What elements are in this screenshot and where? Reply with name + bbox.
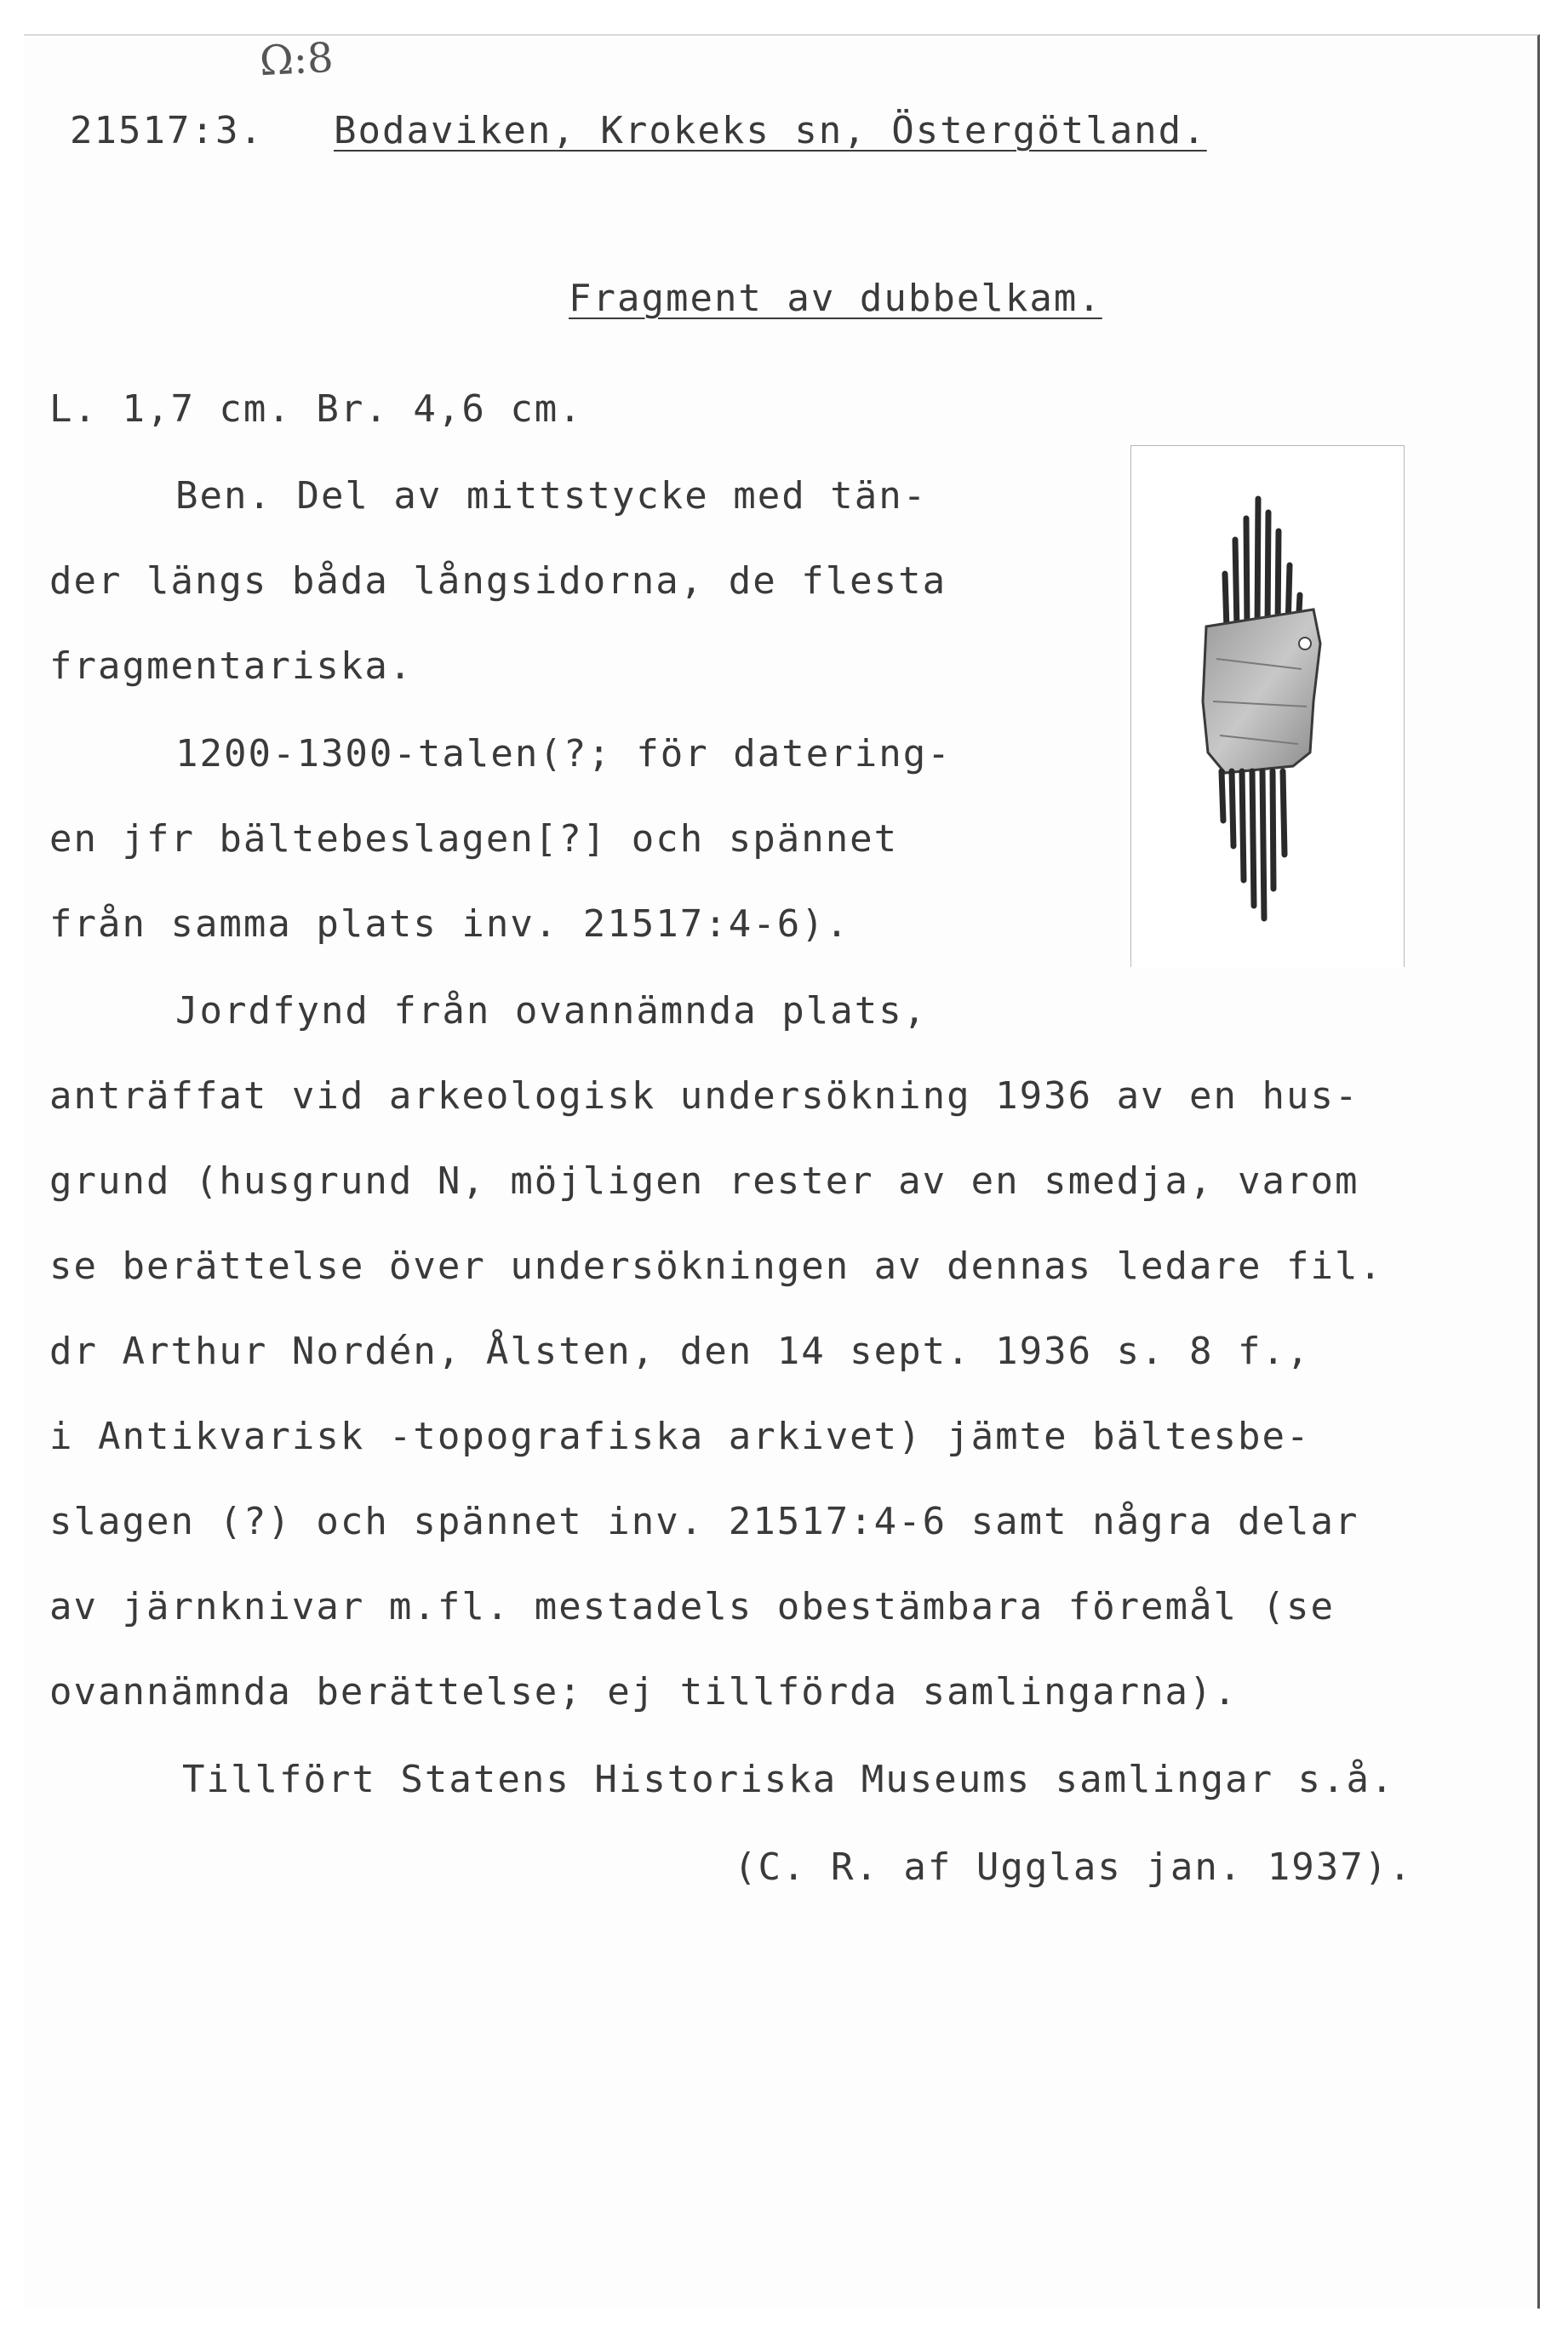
dating-line-3: från samma plats inv. 21517:4-6). [49,902,850,946]
acquisition-note: Tillfört Statens Historiska Museums samlingar s.å. [182,1758,1395,1801]
description-line-2: der längs båda långsidorna, de flesta [49,559,947,603]
comb-photograph [1130,445,1405,967]
find-context-line-3: grund (husgrund N, möjligen rester av en smedja, varom [49,1159,1359,1203]
find-location: Bodaviken, Krokeks sn, Östergötland. [334,109,1207,152]
dating-line-2: en jfr bältebeslagen[?] och spännet [49,817,899,861]
find-context-line-4: se berättelse över undersökningen av dennas ledare fil. [49,1245,1383,1288]
find-context-line-8: av järnknivar m.fl. mestadels obestämbara föremål (se [49,1585,1335,1628]
measurements: L. 1,7 cm. Br. 4,6 cm. [49,387,583,431]
find-context-line-2: anträffat vid arkeologisk undersökning 1936 av en hus- [49,1074,1359,1118]
description-line-1: Ben. Del av mittstycke med tän- [175,474,928,518]
dating-line-1: 1200-1300-talen(?; för datering- [175,732,952,775]
signature-line: (C. R. af Ugglas jan. 1937). [734,1845,1413,1889]
handwritten-mark: Ω:8 [258,33,335,86]
find-context-line-6: i Antikvarisk -topografiska arkivet) jämte bältesbe- [49,1415,1311,1458]
double-comb-fragment-image [1131,446,1404,967]
find-context-line-7: slagen (?) och spännet inv. 21517:4-6 samt några delar [49,1500,1359,1543]
description-line-3: fragmentariska. [49,644,414,688]
find-context-line-5: dr Arthur Nordén, Ålsten, den 14 sept. 1936 s. 8 f., [49,1330,1311,1373]
find-context-line-1: Jordfynd från ovannämnda plats, [175,989,928,1033]
catalog-number: 21517:3. [70,109,264,152]
find-context-line-9: ovannämnda berättelse; ej tillförda samlingarna). [49,1670,1239,1714]
object-title: Fragment av dubbelkam. [569,277,1102,320]
